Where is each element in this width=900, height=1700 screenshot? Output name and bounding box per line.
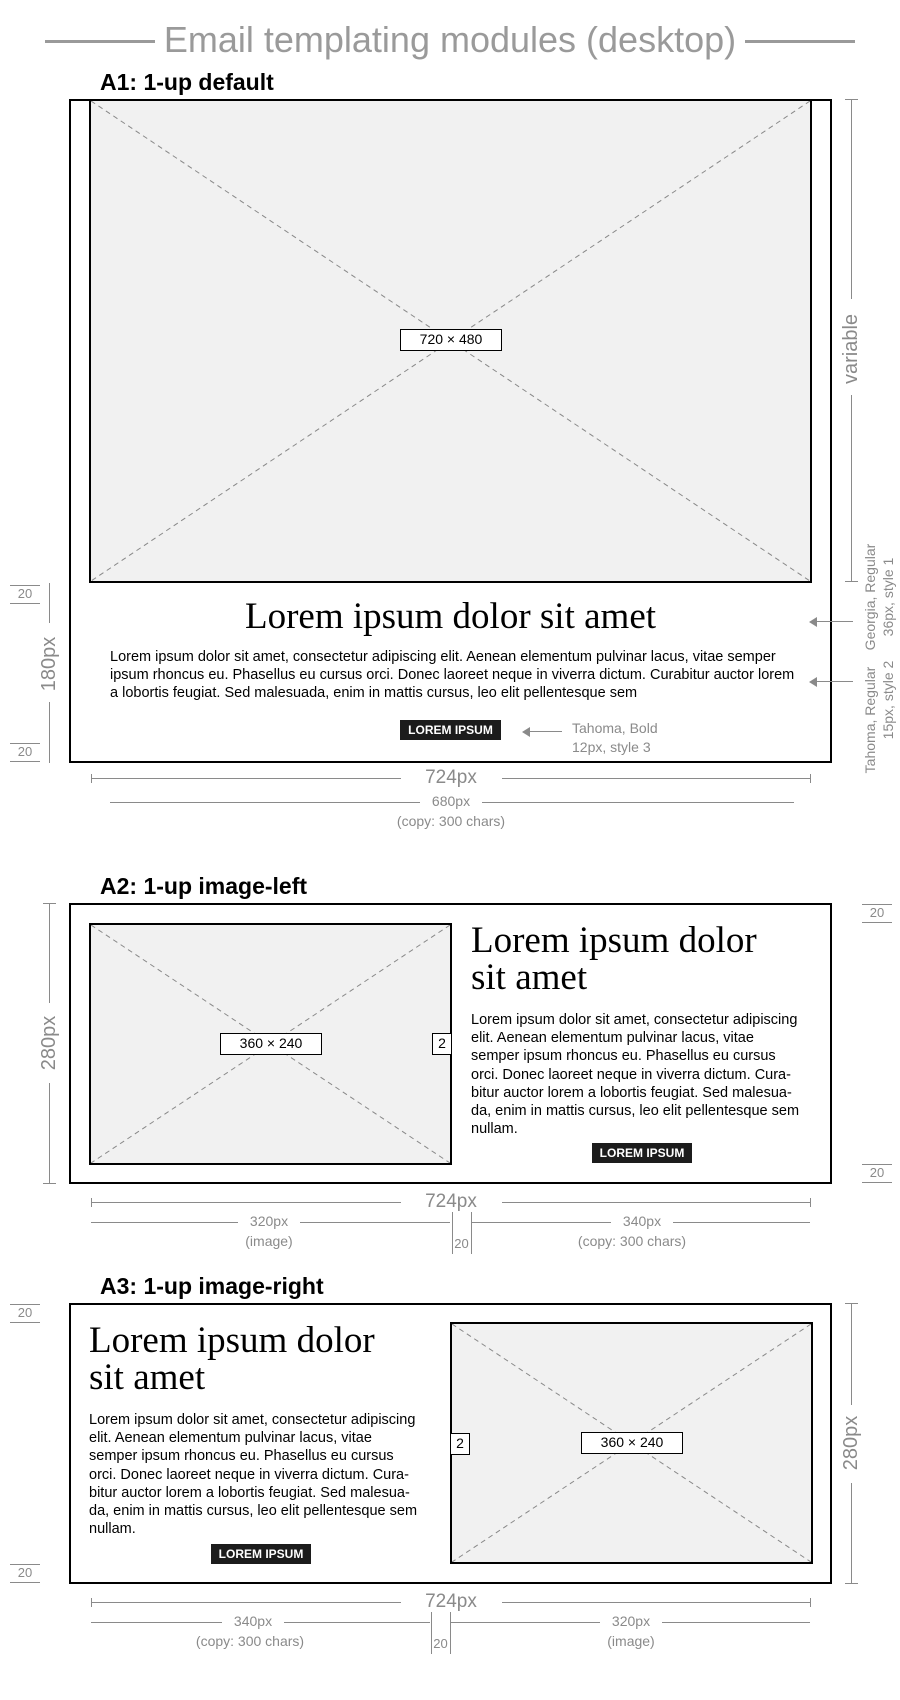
- a3-image-width-label: 320px: [611, 1613, 651, 1629]
- a1-height-dim-cap-top: [845, 99, 858, 100]
- a2-height-cap-bottom: [43, 1183, 56, 1184]
- a3-headline-line-1: Lorem ipsum dolor: [89, 1320, 375, 1361]
- a1-cta-arrow-line: [528, 731, 562, 732]
- a2-image-width-dim-right: [300, 1222, 450, 1223]
- a1-headline: Lorem ipsum dolor sit amet: [244, 596, 657, 637]
- a2-section-title: A2: 1-up image-left: [100, 873, 308, 899]
- a2-width-dim-right: [502, 1202, 810, 1203]
- a1-headline-arrow-icon: [809, 617, 817, 627]
- a3-body-line: da, enim in mattis cursus, leo elit pellentesque sem: [89, 1503, 418, 1520]
- a1-pad-bottom-label: 20: [17, 744, 33, 759]
- a3-width-dim-right: [502, 1602, 810, 1603]
- page-title: Email templating modules (desktop): [163, 19, 737, 60]
- a2-pad-top-rule-2: [862, 922, 892, 923]
- a1-copy-width-dim-left: [110, 802, 420, 803]
- a2-gutter-label: 20: [454, 1236, 469, 1251]
- a3-body-line: Lorem ipsum dolor sit amet, consectetur adipiscing: [89, 1412, 416, 1428]
- a2-body-line: da, enim in mattis cursus, leo elit pellentesque sem: [471, 1103, 800, 1120]
- a2-copy-width-dim-left: [471, 1222, 611, 1223]
- a2-image-size-label: 360 × 240: [220, 1033, 322, 1055]
- a2-copy-width-label: 340px: [622, 1213, 662, 1229]
- a1-cta-arrow-icon: [522, 727, 530, 737]
- a3-headline-line-2: sit amet: [89, 1357, 206, 1398]
- a2-pad-bottom-rule-2: [862, 1182, 892, 1183]
- a1-copy-height-label: 180px: [38, 636, 60, 692]
- a3-body-line: nullam.: [89, 1521, 136, 1538]
- a3-width-dim-left: [91, 1602, 401, 1603]
- a2-pad-bottom-label: 20: [869, 1165, 885, 1180]
- a3-image-width-dim-left: [450, 1622, 600, 1623]
- a3-pad-bottom-rule-2: [10, 1582, 40, 1583]
- a3-image-width-dim-right: [662, 1622, 810, 1623]
- a3-cta-button[interactable]: LOREM IPSUM: [211, 1544, 311, 1564]
- a1-width-cap-right: [810, 774, 811, 783]
- a1-width-dim-left: [91, 778, 401, 779]
- a1-headline-font-note-1: Georgia, Regular: [862, 543, 878, 651]
- a2-copy-width-note: (copy: 300 chars): [577, 1233, 687, 1249]
- a1-copy-height-dim-top: [49, 583, 50, 623]
- a3-image-width-note: (image): [607, 1633, 655, 1649]
- a3-section-title: A3: 1-up image-right: [100, 1273, 324, 1299]
- a1-height-label: variable: [840, 313, 862, 385]
- a1-pad-bottom-rule-2: [10, 761, 40, 762]
- a2-body-line: elit. Aenean elementum pulvinar lacus, vitae: [471, 1030, 754, 1047]
- a3-body-line: semper ipsum rhoncus eu. Phasellus eu cursus: [89, 1448, 394, 1465]
- a1-width-total-label: 724px: [425, 767, 477, 788]
- a1-body-font-note-2: 15px, style 2: [880, 660, 896, 740]
- a2-body-line: nullam.: [471, 1121, 518, 1138]
- a1-body-arrow-icon: [809, 677, 817, 687]
- a1-section-title: A1: 1-up default: [100, 69, 274, 95]
- a1-body-copy: Lorem ipsum dolor sit amet, consectetur adipiscing elit. Aenean elementum pulvinar lacus, vitae semper ipsum rhoncus eu. Phasellus eu cursus orci. Donec laoreet neque in viverra dictum. Curabitur auctor lorem a lobortis feugiat. Sed malesuada, enim in mattis cursus, leo elit pellentesque sem: [110, 649, 795, 702]
- a1-body-font-note-1: Tahoma, Regular: [862, 666, 878, 774]
- a3-pad-top-label: 20: [17, 1305, 33, 1320]
- a3-body-line: elit. Aenean elementum pulvinar lacus, vitae: [89, 1430, 372, 1447]
- a1-copy-width-note: (copy: 300 chars): [396, 813, 506, 829]
- a2-body-line: bitur auctor lorem a lobortis feugiat. Sed malesua-: [471, 1084, 792, 1101]
- a2-width-dim-left: [91, 1202, 401, 1203]
- a1-headline-arrow-line: [815, 621, 853, 622]
- a1-height-dim-line-bottom: [851, 395, 852, 581]
- a3-height-dim-top: [851, 1303, 852, 1405]
- a3-image-size-label: 360 × 240: [581, 1432, 683, 1454]
- a2-body-copy: [471, 1011, 823, 1138]
- a1-headline-font-note-2: 36px, style 1: [880, 557, 896, 637]
- a3-body-line: bitur auctor lorem a lobortis feugiat. Sed malesua-: [89, 1484, 410, 1501]
- a1-copy-width-dim-right: [482, 802, 794, 803]
- a1-body-arrow-line: [815, 681, 853, 682]
- a2-height-dim-top: [49, 903, 50, 1003]
- a2-image-width-label: 320px: [249, 1213, 289, 1229]
- a3-gutter-dim-right: [450, 1612, 451, 1654]
- a2-cta-button[interactable]: LOREM IPSUM: [592, 1143, 692, 1163]
- a2-image-width-note: (image): [245, 1233, 293, 1249]
- a3-height-cap-bottom: [845, 1583, 858, 1584]
- a3-gutter-label: 20: [433, 1636, 448, 1651]
- a2-body-line: Lorem ipsum dolor sit amet, consectetur adipiscing: [471, 1012, 798, 1028]
- a2-gutter-dim-right: [471, 1212, 472, 1254]
- a2-headline-line-1: Lorem ipsum dolor: [471, 920, 757, 961]
- a3-copy-width-dim-left: [91, 1622, 222, 1623]
- a1-copy-height-dim-bottom: [49, 702, 50, 763]
- a3-gutter-marker: 2: [450, 1433, 470, 1455]
- a1-pad-top-label: 20: [17, 586, 33, 601]
- a3-copy-width-note: (copy: 300 chars): [195, 1633, 305, 1649]
- a1-height-dim-cap-bottom: [845, 581, 858, 582]
- a3-pad-bottom-label: 20: [17, 1565, 33, 1580]
- a2-body-line: orci. Donec laoreet neque in viverra dictum. Cura-: [471, 1066, 791, 1083]
- a2-headline-line-2: sit amet: [471, 957, 588, 998]
- a1-pad-top-rule-2: [10, 603, 40, 604]
- a3-width-total-label: 724px: [425, 1591, 477, 1612]
- a2-image-width-dim-left: [91, 1222, 238, 1223]
- a1-cta-button[interactable]: LOREM IPSUM: [400, 720, 501, 740]
- a3-body-copy: [89, 1411, 441, 1538]
- a2-copy-width-dim-right: [673, 1222, 810, 1223]
- a3-body-line: orci. Donec laoreet neque in viverra dictum. Cura-: [89, 1466, 409, 1483]
- a3-height-label: 280px: [840, 1415, 862, 1471]
- a2-height-label: 280px: [38, 1015, 60, 1071]
- a2-width-cap-right: [810, 1198, 811, 1207]
- a2-gutter-marker: 2: [432, 1033, 452, 1055]
- a1-cta-font-note-2: 12px, style 3: [572, 739, 651, 755]
- a1-width-dim-right: [502, 778, 810, 779]
- a2-height-dim-bottom: [49, 1083, 50, 1184]
- a2-width-total-label: 724px: [425, 1191, 477, 1212]
- a1-image-size-label: 720 × 480: [400, 329, 502, 351]
- a3-width-cap-right: [810, 1598, 811, 1607]
- a3-height-dim-bottom: [851, 1483, 852, 1584]
- a3-copy-width-dim-right: [284, 1622, 430, 1623]
- a3-pad-top-rule-2: [10, 1322, 40, 1323]
- a2-body-line: semper ipsum rhoncus eu. Phasellus eu cursus: [471, 1048, 776, 1065]
- title-rule-right: [745, 40, 855, 43]
- a1-copy-width-label: 680px: [431, 793, 471, 809]
- a2-pad-top-label: 20: [869, 905, 885, 920]
- a3-copy-width-label: 340px: [233, 1613, 273, 1629]
- a1-cta-font-note-1: Tahoma, Bold: [572, 720, 658, 736]
- a1-height-dim-line-top: [851, 99, 852, 299]
